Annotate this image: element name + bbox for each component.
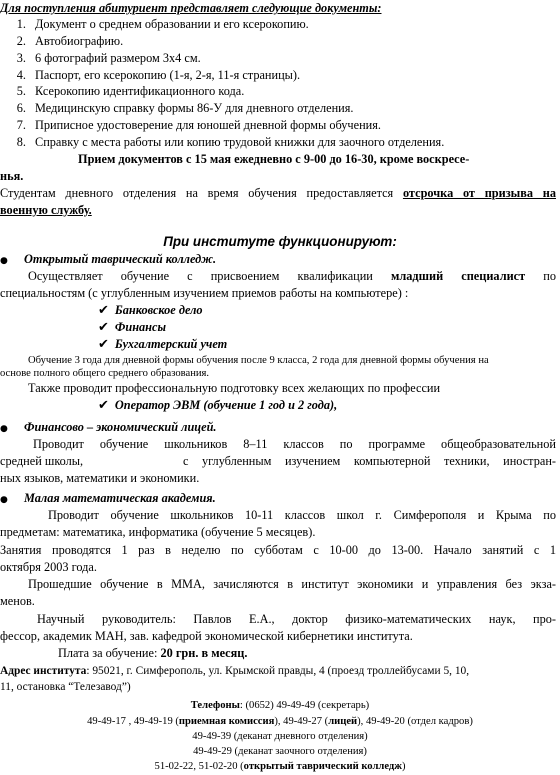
institute-section-title: При институте функционируют: — [163, 234, 397, 249]
academy-supervisor: Научный руководитель: Павлов Е.А., доктор физико-математических наук, про- — [37, 612, 556, 626]
specialty-item: ✔ Банковское дело — [98, 303, 203, 318]
academy-schedule-cont: октября 2003 года. — [0, 560, 97, 574]
checkmark-icon: ✔ — [98, 303, 109, 318]
operator-item: ✔ Оператор ЭВМ (обучение 1 год и 2 года), — [98, 398, 338, 413]
bullet-icon: ● — [0, 256, 8, 266]
academy-description-cont: предметам: математика, информатика (обучение 5 месяцев). — [0, 525, 316, 539]
institute-address-cont: 11, остановка “Телезавод”) — [0, 681, 131, 693]
academy-title: ● Малая математическая академия. — [0, 491, 216, 509]
phones-line: 51-02-22, 51-02-20 (открытый таврический колледж) — [154, 761, 406, 772]
college-description: Осуществляет обучение с присвоением квалификации младший специалист по — [28, 269, 557, 283]
college-note-cont: основе полного общего среднего образования. — [0, 368, 210, 379]
college-title: ● Открытый таврический колледж. — [0, 252, 216, 270]
deferral-text-cont: военную службу. — [0, 203, 92, 217]
lyceum-title: ● Финансово – экономический лицей. — [0, 420, 217, 438]
list-item: 3. 6 фотографий размером 3х4 см. — [16, 51, 201, 65]
phones-line: 49-49-39 (деканат дневного отделения) — [192, 731, 368, 742]
lyceum-description: Проводит обучение школьников 8–11 классов по программе общеобразовательной — [33, 437, 556, 451]
college-note: Обучение 3 года для дневной формы обучения после 9 класса, 2 года для дневной формы обучения на — [28, 355, 489, 366]
academy-supervisor-cont: фессор, академик МАН, зав. кафедрой экономической кибернетики института. — [0, 629, 413, 643]
deferral-text: Студентам дневного отделения на время обучения предоставляется отсрочка от призыва на — [0, 186, 556, 200]
lyceum-description-end: ных языков, математики и экономики. — [0, 471, 200, 485]
specialty-item: ✔ Бухгалтерский учет — [98, 337, 228, 352]
list-item: 6. Медицинскую справку формы 86-У для дневного отделения. — [16, 101, 354, 115]
reception-hours-cont: нья. — [0, 169, 24, 183]
documents-header: Для поступления абитуриент представляет следующие документы: — [0, 1, 382, 15]
specialty-item: ✔ Финансы — [98, 320, 166, 335]
bullet-icon: ● — [0, 424, 8, 434]
phones-line: Телефоны: (0652) 49-49-49 (секретарь) — [190, 700, 370, 711]
list-item: 2. Автобиографию. — [16, 34, 124, 48]
list-item: 8. Справку с места работы или копию трудовой книжки для заочного отделения. — [16, 135, 445, 149]
checkmark-icon: ✔ — [98, 337, 109, 352]
lyceum-description-cont: средней школы, — [0, 454, 84, 468]
academy-fee: Плата за обучение: 20 грн. в месяц. — [58, 646, 248, 660]
reception-hours: Прием документов с 15 мая ежедневно с 9-00 до 16-30, кроме воскресе- — [78, 152, 470, 166]
list-item: 1. Документ о среднем образовании и его ксерокопию. — [16, 17, 309, 31]
academy-enrollment: Прошедшие обучение в ММА, зачисляются в институт экономики и управления без экза- — [28, 577, 556, 591]
lyceum-description-cont-2: с углубленным изучением компьютерной техники, иностран- — [183, 454, 556, 468]
institute-address: Адрес института: 95021, г. Симферополь, ул. Крымской правды, 4 (проезд троллейбусами 5, 10, — [0, 665, 470, 677]
checkmark-icon: ✔ — [98, 320, 109, 335]
list-item: 4. Паспорт, его ксерокопию (1-я, 2-я, 11-я страницы). — [16, 68, 301, 82]
academy-schedule: Занятия проводятся 1 раз в неделю по субботам с 10-00 до 13-00. Начало занятий с 1 — [0, 543, 556, 557]
professional-training-text: Также проводит профессиональную подготовку всех желающих по профессии — [28, 381, 441, 395]
phones-line: 49-49-29 (деканат заочного отделения) — [193, 746, 367, 757]
academy-enrollment-cont: менов. — [0, 594, 35, 608]
bullet-icon: ● — [0, 495, 8, 505]
list-item: 7. Приписное удостоверение для юношей дневной формы обучения. — [16, 118, 381, 132]
college-description-cont: специальностям (с углубленным изучением приемов работы на компьютере) : — [0, 286, 409, 300]
list-item: 5. Ксерокопию идентификационного кода. — [16, 84, 245, 98]
checkmark-icon: ✔ — [98, 398, 109, 413]
academy-description: Проводит обучение школьников 10-11 классов школ г. Симферополя и Крыма по — [48, 508, 556, 522]
phones-line: 49-49-17 , 49-49-19 (приемная комиссия), 49-49-27 (лицей), 49-49-20 (отдел кадров) — [87, 716, 473, 727]
